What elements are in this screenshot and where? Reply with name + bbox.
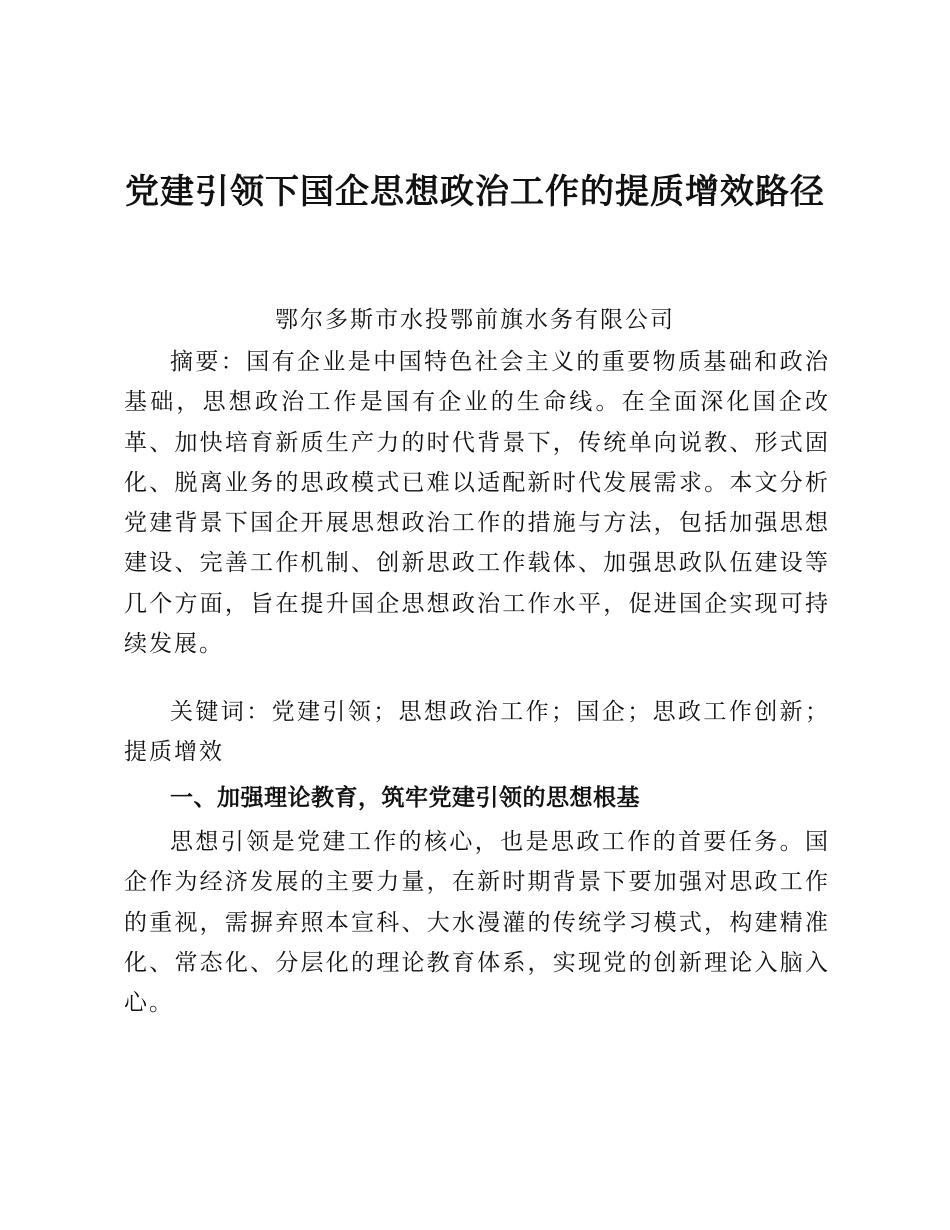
abstract-paragraph: 摘要：国有企业是中国特色社会主义的重要物质基础和政治基础，思想政治工作是国有企业的生命线。在全面深化国企改革、加快培育新质生产力的时代背景下，传统单向说教、形式固化、脱离业务的思政模式已难以适配新时代发展需求。本文分析党建背景下国企开展思想政治工作的措施与方法，包括加强思想建设、完善工作机制、创新思政工作载体、加强思政队伍建设等几个方面，旨在提升国企思想政治工作水平，促进国企实现可持续发展。 (124, 349, 830, 658)
keywords-paragraph: 关键词：党建引领；思想政治工作；国企；思政工作创新；提质增效 (124, 699, 830, 766)
body-paragraph: 思想引领是党建工作的核心，也是思政工作的首要任务。国企作为经济发展的主要力量，在新时期背景下要加强对思政工作的重视，需摒弃照本宣科、大水漫灌的传统学习模式，构建精准化、常态化、分层化的理论教育体系，实现党的创新理论入脑入心。 (124, 829, 830, 1017)
document-title: 党建引领下国企思想政治工作的提质增效路径 (125, 172, 825, 212)
section-heading: 一、加强理论教育，筑牢党建引领的思想根基 (170, 784, 640, 811)
author-affiliation: 鄂尔多斯市水投鄂前旗水务有限公司 (275, 307, 675, 333)
